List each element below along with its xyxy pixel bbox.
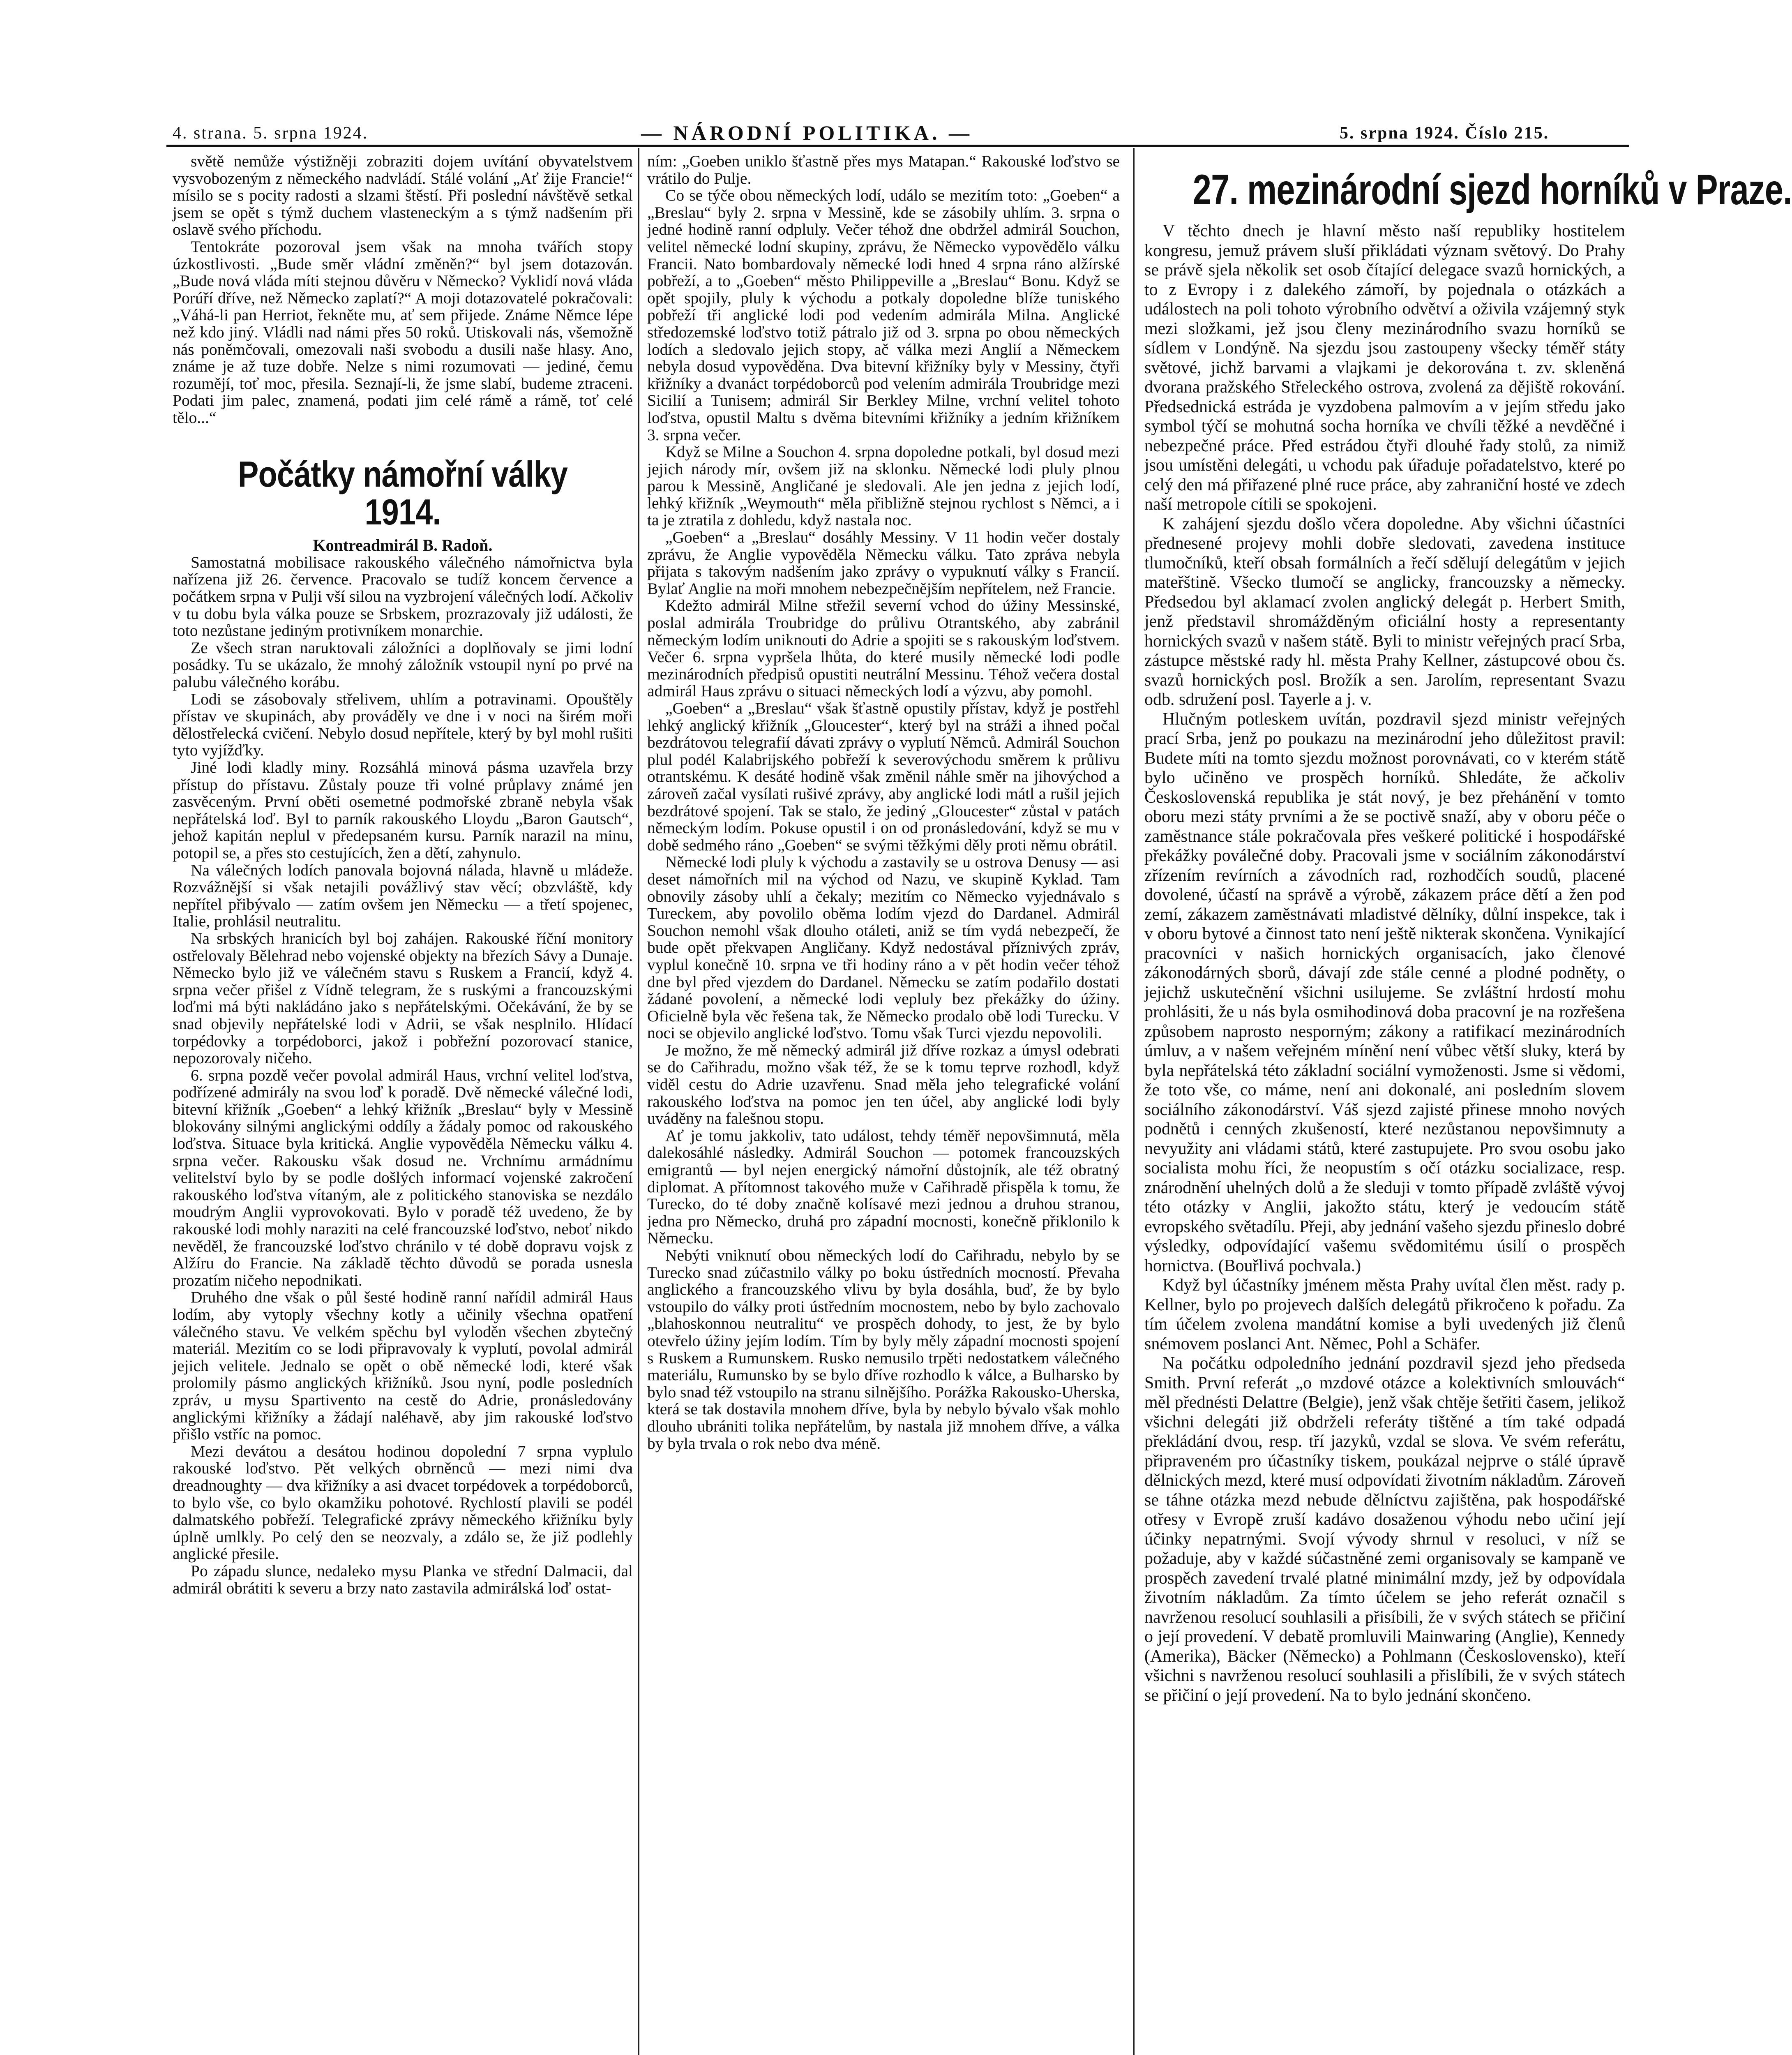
column-3 (1144, 164, 1792, 2055)
article-text: světě nemůže výstižněji zobraziti dojem uvítání obyvatelstvem vysvobozeným z německého nadvládí. Stálé volání „Ať žije Francie!“ mísilo se s pocity radosti a slzami štěstí. Při poslední návštěvě setkal jsem se opět s týmž duchem vlasteneckým a s týmž nadšením při oslavě svého příchodu. (173, 152, 633, 239)
column-2 (647, 153, 1120, 2055)
article-text: Samostatná mobilisace rakouského válečného námořnictva byla nařízena již 26. července. Pracovalo se tudíž koncem července a počátkem srpna v Pulji vší silou na vyzbrojení válečných lodí. Ačkoliv v tu dobu byla válka pouze se Srbskem, prozrazovaly již události, že toto nezůstane jediným protivníkem monarchie. (173, 553, 633, 640)
article-text: Je možno, že mě německý admirál již dříve rozkaz a úmysl odebrati se do Cařihradu, možno však též, že se k tomu teprve rozhodl, když viděl cestu do Adrie uzavřenu. Snad měla jeho telegrafické volání rakouského loďstva na pomoc jen ten účel, aby anglické lodi byly uváděny na falešnou stopu. (647, 1041, 1120, 1128)
article-text: Na válečných lodích panovala bojovná nálada, hlavně u mládeže. Rozvážnější si však netajili povážlivý stav věcí; obzvláště, kdy nepřítel přibývalo — zatím ovšem jen Německu — a třetí spojenec, Italie, prohlásil neutralitu. (173, 861, 633, 931)
header-rule (166, 145, 1629, 147)
article-text: Na počátku odpoledního jednání pozdravil sjezd jeho předseda Smith. První referát „o mzdové otázce a kolektivních smlouvách“ měl přednésti Delattre (Belgie), jenž však chtěje šetřiti časem, jelikož všichni delegáti již obdrželi referáty tištěné a tím také odpadá překládání dvou, resp. tří jazyků, vzdal se slova. Ve svém referátu, připraveném pro účastníky tiskem, poukázal nejprve o stálé úpravě dělnických mezd, které musí odpovídati životním nákladům. Zároveň se táhne otázka mezd nebude dělníctvu zajištěna, pak hospodářské otřesy v Evropě zruší kadávo dosaženou výhodu nebo učiní její účinky nepatrnými. Svojí vývody shrnul v resoluci, v níž se požaduje, aby v každé súčastněné zemi organisovaly se kampaně ve prospěch zavedení trvalé platné minimální mzdy, jež by odpovídala životním nákladům. Za tímto účelem se jeho referát označil s navrženou resolucí souhlasili a přisíbili, že v svých státech se přičiní o její provedení. V debatě promluvili Mainwaring (Anglie), Kennedy (Amerika), Bäcker (Německo) a Pohlmann (Československo), kteří všichni s navrženou resolucí souhlasili a přislíbili, že v svých státech se přičiní o její provedení. Na to bylo jednání skončeno. (1144, 1354, 1625, 1705)
article-text: Na srbských hranicích byl boj zahájen. Rakouské říční monitory ostřelovaly Bělehrad nebo vojenské objekty na březích Sávy a Dunaje. Německo bylo již ve válečném stavu s Ruskem a Francií, když 4. srpna večer přišel z Vídně telegram, že s ruskými a francouzskými loďmi má býti nakládáno jako s nepřátelskými. Očekávání, že by se snad objevily nepřátelské lodi v Adrii, se však nesplnilo. Hlídací torpédovky a torpédoborci, jakož i pobřežní pozorovací stanice, nepozorovaly ničeho. (173, 929, 633, 1067)
article-text: Kdežto admirál Milne střežil severní vchod do úžiny Messinské, poslal admirála Troubridge do průlivu Otrantského, aby zabránil německým lodím uniknouti do Adrie a spojiti se s rakouským loďstvem. Večer 6. srpna vypršela lhůta, do které musily německé lodi podle mezinárodních předpisů opustiti neutrální Messinu. Téhož večera dostal admirál Haus zprávu o situaci německých lodí a výzvu, aby pomohl. (647, 596, 1120, 700)
article-text: Nebýti vniknutí obou německých lodí do Cařihradu, nebylo by se Turecko snad zúčastnilo války po boku ústředních mocností. Převaha anglického a francouzského vlivu by byla dosáhla, buď, že by bylo vstoupilo do války proti ústředním mocnostem, nebo by bylo zachovalo „blahoskonnou neutralitu“ ve prospěch dohody, to jest, že by bylo otevřelo úžiny jejím lodím. Tím by byly měly západní mocnosti spojení s Ruskem a Rumunskem. Rusko nemusilo trpěti nedostatkem válečného materiálu, Rumunsko by se bylo dříve rozhodlo k válce, a Bulharsko by bylo snad též vstoupilo na stranu silnějšího. Porážka Rakousko-Uherska, která se tak dostavila mnohem dříve, byla by nebylo bývalo však mohlo dlouho ubrániti tolika nepřátelům, by nastala již mnohem dříve, a válka by byla trvala o rok nebo dva méně. (647, 1246, 1120, 1452)
article-text: Když se Milne a Souchon 4. srpna dopoledne potkali, byl dosud mezi jejich národy mír, ovšem již na sklonku. Německé lodi pluly plnou parou k Messině, Angličané je sledovali. Ale jen jedna z jejich lodí, lehký křižník „Weymouth“ měla přibližně stejnou rychlost s Němci, a i ta je ztratila z dohledu, když nastala noc. (647, 443, 1120, 529)
header-issue-info: 5. srpna 1924. Číslo 215. (1340, 124, 1550, 143)
article-byline: Kontreadmirál B. Radoň. (313, 536, 493, 555)
article-text: Německé lodi pluly k východu a zastavily se u ostrova Denusy — asi deset námořních mil na východ od Nazu, ve skupině Kyklad. Tam obnovily zásoby uhlí a čekaly; mezitím co Německo vyjednávalo s Tureckem, aby povolilo oběma lodím vjezd do Dardanel. Admirál Souchon nemohl však dlouho otáleti, aniž se tím vydá nebezpečí, že bude opět překvapen Angličany. Když nedostával příznivých zpráv, vyplul konečně 10. srpna ve tři hodiny ráno a v pět hodin večer téhož dne byl před vjezdem do Dardanel. Německu se zatím podařilo dostati žádané povolení, a německé lodi vepluly bez překážky do úžiny. Oficielně byla věc řešena tak, že Německo prodalo obě lodi Turecku. V noci se objevilo anglické loďstvo. Tomu však Turci vjezdu nepovolili. (647, 853, 1120, 1042)
article-text: Když byl účastníky jménem města Prahy uvítal člen měst. rady p. Kellner, bylo po projevech dalších delegátů přikročeno k pořadu. Za tím účelem zvolena mandátní komise a byli uvedených již členů snémovem poslanci Ant. Němec, Pohl a Schäfer. (1144, 1276, 1625, 1353)
column-divider-1 (638, 148, 639, 2055)
header-page-info: 4. strana. 5. srpna 1924. (173, 124, 369, 143)
article-text: Tentokráte pozoroval jsem však na mnoha tvářích stopy úzkostlivosti. „Bude směr vládní změněn?“ byl jsem dotazován. „Bude nová vláda míti stejnou důvěru v Německo? Vyklidí nová vláda Porúří dříve, než Německo zaplatí?“ A moji dotazovatelé pokračovali: „Váhá-li pan Herriot, řekněte mu, ať sem přijede. Známe Němce lépe než kdo jiný. Vládli nad námi přes 50 roků. Utiskovali nás, všemožně nás poněmčovali, omezovali naši svobodu a dusili naše hlasy. Ano, známe je až tuze dobře. Nelze s nimi rozumovati — jediné, čemu rozumějí, toť moc, přesila. Seznají-li, že jsme slabí, budeme ztraceni. Podati jim palec, znamená, podati jim celé rámě a rámě, toť celé tělo...“ (173, 237, 633, 427)
page-header (0, 0, 1625, 164)
article-text: Druhého dne však o půl šesté hodině ranní nařídil admirál Haus lodím, aby vytoply všechny kotly a učinily všechna opatření válečného stavu. Ve velkém spěchu byl vyloděn všechen zbytečný materiál. Mezitím co se lodi připravovaly k vyplutí, povolal admirál jejich velitele. Jednalo se opět o obě německé lodi, které však prolomily pásmo anglických křižníků. Jsou nyní, podle posledních zpráv, u mysu Spartivento na cestě do Adrie, pronásledovány anglickými křižníky a žádají naléhavě, aby jim rakouské loďstvo přišlo vstříc na pomoc. (173, 1288, 633, 1443)
article-headline: 27. mezinárodní sjezd horníků v Praze. (1192, 166, 1792, 214)
article-text: V těchto dnech je hlavní město naší republiky hostitelem kongresu, jemuž právem sluší přikládati význam světový. Do Prahy se právě sjela několik set osob čítající delegace svazů hornických, a to z Evropy i z dalekého zámoří, by pojednala o otázkách a událostech na poli tohoto výrobního odvětví a oživila vzájemný styk mezi složkami, jež jsou členy mezinárodního svazu horníků se sídlem v Londýně. Na sjezdu jsou zastoupeny všecky téměř státy světové, jichž barvami a vlajkami je dekorována t. zv. skleněná dvorana pražského Střeleckého ostrova, zvolená za dějiště rokování. Předsednická estráda je vyzdobena palmovím a v jejím středu jako symbol týčí se mohutná socha horníka ve chvíli těžké a nevděčné i nebezpečné práce. Před estrádou čtyři dlouhé řady stolů, za nimiž jsou umístěni delegáti, u vchodu pak úřaduje pořadatelstvo, které po celý den má přiřazené plné ruce práce, aby zahraniční hosté ve zdech naší metropole cítili se spokojeni. (1144, 222, 1625, 514)
article-text: „Goeben“ a „Breslau“ však šťastně opustily přístav, když je postřehl lehký anglický křižník „Gloucester“, který byl na stráži a ihned počal bezdrátovou telegrafií dávati zprávy o vyplutí Němců. Admirál Souchon plul podél Kalabrijského pobřeží k severovýchodu směrem k průlivu otrantskému. K desáté hodině však změnil náhle směr na jihovýchod a zároveň začal vysílati rušivé zprávy, aby anglické lodi mátl a rušil jejich bezdrátové spojení. Tak se stalo, že jediný „Gloucester“ zůstal v patách německým lodím. Pokuse opustil i on od pronásledování, když se mu v době sedmého ráno „Goeben“ se svými těžkými děly proti němu obrátil. (647, 699, 1120, 854)
article-text: „Goeben“ a „Breslau“ dosáhly Messiny. V 11 hodin večer dostaly zprávu, že Anglie vypověděla Německu válku. Tato zpráva nebyla přijata s takovým nadšením jako zprávy o vypuknutí války s Francií. Bylať Anglie na moři mnohem nebezpečnějším nepřítelem, než Francie. (647, 528, 1120, 598)
article-text: ním: „Goeben uniklo šťastně přes mys Matapan.“ Rakouské loďstvo se vrátilo do Pulje. (647, 152, 1120, 187)
article-text: 6. srpna pozdě večer povolal admirál Haus, vrchní velitel loďstva, podřízené admirály na svou loď k poradě. Dvě německé válečné lodi, bitevní křižník „Goeben“ a lehký křižník „Breslau“ byly v Messině blokovány silnými anglickými oddíly a žádaly pomoc od rakouského loďstva. Situace byla kritická. Anglie vypověděla Německu válku 4. srpna večer. Rakousku však dosud ne. Vrchnímu armádnímu velitelství bylo by se podle došlých informací vojenské zakročení rakouského loďstva vítaným, ale z politického stanoviska se nezdálo moudrým Anglii vyprovokovati. Bylo v poradě též uvedeno, že by rakouské lodi mohly naraziti na celé francouzské loďstvo, neboť nikdo nevěděl, že francouzské loďstvo chránilo v té době dopravu vojsk z Alžíru do Francie. Na základě těchto důvodů se porada usnesla prozatím ničeho nepodnikati. (173, 1066, 633, 1289)
newspaper-masthead: — NÁRODNÍ POLITIKA. — (641, 121, 973, 144)
article-text: K zahájení sjezdu došlo včera dopoledne. Aby všichni účastníci přednesené projevy mohli dobře sledovati, zavedena instituce tlumočníků, kteří obsah formálních a řečí sdělují delegátům v jejich mateřštině. Všecko tlumočí se anglicky, francouzsky a německy. Předsedou byl aklamací zvolen anglický delegát p. Herbert Smith, jenž představil shromážděným oficiální hosty a representanty hornických svazů v našem státě. Byli to ministr veřejných prací Srba, zástupce městské rady hl. města Prahy Kellner, zástupcové obou čs. svazů hornických posl. Brožík a sen. Jarolím, representant Svazu odb. sdružení posl. Tayerle a j. v. (1144, 514, 1625, 709)
article-text: Hlučným potleskem uvítán, pozdravil sjezd ministr veřejných prací Srba, jenž po poukazu na mezinárodní jeho důležitost pravil: Budete míti na tomto sjezdu možnost porovnávati, co v kterém státě bylo učiněno ve prospěch horníků. Shledáte, že ačkoliv Československá republika je stát nový, je bez přehánění v tomto oboru mezi státy prvními a že se poctivě snaží, aby v oboru péče o zaměstnance stále pokračovala přes veškeré politické i hospodářské překážky poválečné doby. Pracovali jsme v sociálním zákonodárství zřízením revírních a závodních rad, rozhodčích soudů, placené dovolené, účastí na správě a výrobě, zákazem práce dětí a žen pod zemí, zákazem zaměstnávati mladistvé dělníky, důlní inspekce, tak i v oboru bytové a činnost tato není ještě nikterak skončena. Vynikající pracovníci v našich hornických organisacích, jako členové zákonodárných sborů, dávají zde stále cenné a plodné podněty, o jejichž uskutečnění všichni usilujeme. Se zvláštní hrdostí mohu prohlásiti, že u nás byla osmihodinová doba pracovní je na rozřešena způsobem naprosto nesporným; zákony a ratifikací mezinárodních úmluv, a v našem veřejném mínění není vůbec větší sluky, která by byla nepřátelská této základní sociální vymoženosti. Jsme si vědomi, že toto vše, co máme, není ani dokonalé, ani posledním slovem sociálního zákonodárství. Váš sjezd zajisté přinese mnoho nových podnětů i cenných zkušeností, které nezůstanou nepovšimnuty a nevyužity ani vládami států, které zastupujete. Pro svou osobu jako socialista mohu říci, že neopustím s očí otázku socializace, resp. znárodnění uhelných dolů a že sleduji v tomto případě zvláště vývoj této otázky v Anglii, jakožto státu, který je vedoucím státě evropského světadílu. Přeji, aby jednání vašeho sjezdu přineslo dobré výsledky, odpovídající vašemu svědomitému úsilí o prospěch hornictva. (Bouřlivá pochvala.) (1144, 709, 1625, 1275)
article-text: Lodi se zásobovaly střelivem, uhlím a potravinami. Opouštěly přístav ve skupinách, aby prováděly ve dne i v noci na širém moři dělostřelecká cvičení. Nebylo dosud nepřítele, který by byl mohl rušiti tyto vyjížďky. (173, 690, 633, 760)
article-text: Ať je tomu jakkoliv, tato událost, tehdy téměř nepovšimnutá, měla dalekosáhlé následky. Admirál Souchon — potomek francouzských emigrantů — byl nejen energický námořní důstojník, ale též obratný diplomat. A přítomnost takového muže v Cařihradě přispěla k tomu, že Turecko, do té doby značně kolísavé mezi jednou a druhou stranou, jedna pro Německo, druhá pro západní mocnosti, konečně přiklonilo k Německu. (647, 1126, 1120, 1247)
article-text: Co se týče obou německých lodí, událo se mezitím toto: „Goeben“ a „Breslau“ byly 2. srpna v Messině, kde se zásobily uhlím. 3. srpna o jedné hodině ranní odpluly. Večer téhož dne obdržel admirál Souchon, velitel německé lodní skupiny, zprávu, že Německo vypovědělo válku Francii. Nato bombardovaly německé lodi hned 4 srpna ráno alžírské pobřeží, a to „Goeben“ město Philippeville a „Breslau“ Bonu. Když se opět spojily, pluly k východu a potkaly dopoledne blíže tuniského pobřeží tři anglické lodi pod vedením admirála Milna. Anglické středozemské loďstvo totiž pátralo již od 3. srpna po obou německých lodích a sledovalo jejich stopy, ač válka mezi Anglií a Německem nebyla dosud vypověděna. Dva bitevní křižníky byly v Messiny, čtyři křižníky a dvanáct torpédoborců pod velením admirála Troubridge mezi Sicilií a Tunisem; admirál Sir Berkley Milne, vrchní velitel tohoto loďstva, opustil Maltu s dvěma bitevními křižníky a jedním křižníkem 3. srpna večer. (647, 186, 1120, 444)
article-headline: Počátky námořní války 1914. (238, 453, 568, 532)
column-divider-2 (1133, 148, 1135, 2055)
article-text: Ze všech stran naruktovali záložníci a doplňovaly se jimi lodní posádky. Tu se ukázalo, že mnohý záložník vstoupil nyní po prvé na palubu válečného korábu. (173, 638, 633, 691)
article-text: Jiné lodi kladly miny. Rozsáhlá minová pásma uzavřela brzy přístup do přístavu. Zůstaly pouze tři volné průplavy známé jen zasvěceným. První oběti osemetné podmořské zbraně nebyla však nepřátelská loď. Byl to parník rakouského Lloydu „Baron Gautsch“, jehož kapitán neplul v předepsaném kursu. Parník narazil na minu, potopil se, a přes sto cestujících, žen a dětí, zahynulo. (173, 758, 633, 862)
article-text: Mezi devátou a desátou hodinou dopolední 7 srpna vyplulo rakouské loďstvo. Pět velkých obrněnců — mezi nimi dva dreadnoughty — dva křižníky a asi dvacet torpédovek a torpédoborců, to bylo vše, co bylo okamžiku pohotové. Rychlostí plavili se podél dalmatského pobřeží. Telegrafické zprávy německého křižníku byly úplně umlkly. Po celý den se neozvaly, a zdálo se, že již podlehly anglické přesile. (173, 1442, 633, 1563)
article-text: Po západu slunce, nedaleko mysu Planka ve střední Dalmacii, dal admirál obrátiti k severu a brzy nato zastavila admirálská loď ostat- (173, 1561, 633, 1597)
column-1 (173, 153, 633, 2055)
